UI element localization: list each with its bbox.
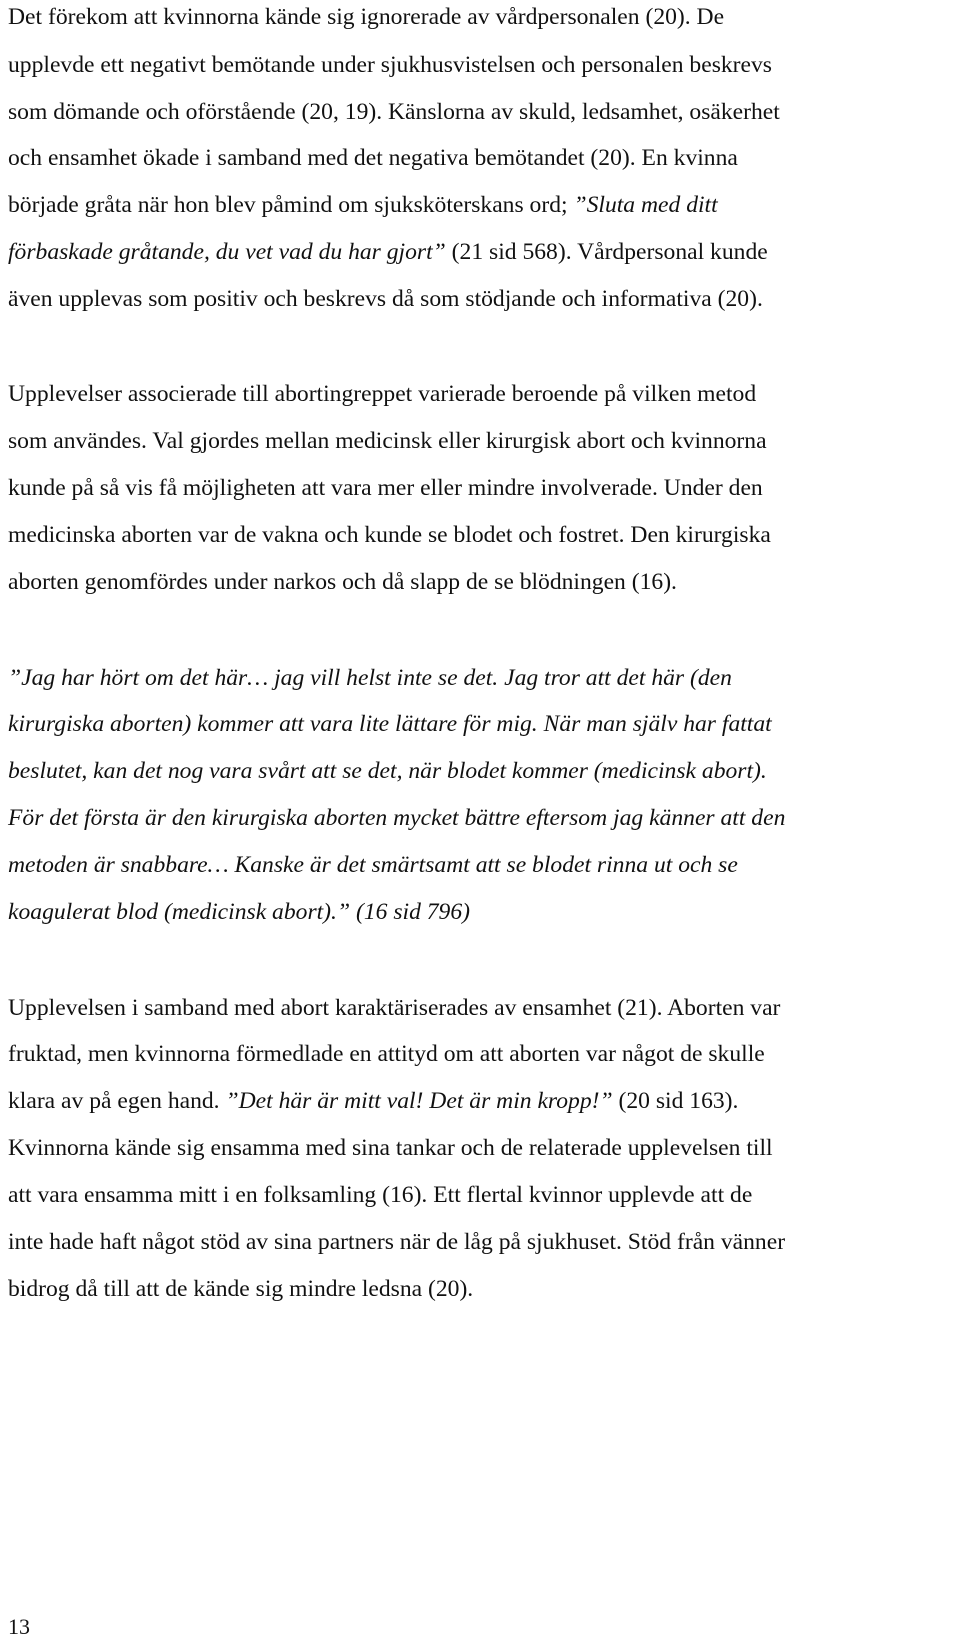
quote-line bbox=[8, 709, 772, 739]
quote-line bbox=[8, 850, 738, 880]
citation: (20 sid 163). bbox=[612, 1088, 739, 1114]
paragraph-line: Upplevelser associerade till abortingreppet varierade beroende på vilken metod bbox=[8, 381, 757, 407]
citation: (16 sid 796) bbox=[350, 899, 471, 925]
paragraph-line bbox=[8, 143, 738, 173]
paragraph-line bbox=[8, 190, 718, 220]
quote-line bbox=[8, 897, 470, 927]
paragraph-line bbox=[8, 1086, 738, 1116]
paragraph-line: inte hade haft något stöd av sina partners när de låg på sjukhuset. Stöd från vänner bbox=[8, 1229, 786, 1255]
paragraph-line: som användes. Val gjordes mellan medicinsk eller kirurgisk abort och kvinnorna bbox=[8, 428, 767, 454]
page-number: 13 bbox=[8, 1614, 30, 1639]
inline-quote: ”Det här är mitt val! Det är min kropp!” bbox=[219, 1088, 613, 1114]
paragraph-line: Det förekom att kvinnorna kände sig ignorerade av vårdpersonalen (20). De bbox=[8, 4, 725, 30]
quote-text: beslutet, kan det nog vara svårt att se det, när blodet kommer (medicinsk abort). bbox=[8, 758, 767, 784]
paragraph-line: kunde på så vis få möjligheten att vara mer eller mindre involverade. Under den bbox=[8, 475, 763, 501]
paragraph-line: aborten genomfördes under narkos och då slapp de se blödningen (16). bbox=[8, 569, 677, 595]
paragraph-line bbox=[8, 237, 768, 267]
quote-text: kirurgiska aborten) kommer att vara lite lättare för mig. När man själv har fattat bbox=[8, 711, 772, 737]
quote-line bbox=[8, 803, 785, 833]
paragraph-line: Kvinnorna kände sig ensamma med sina tankar och de relaterade upplevelsen till bbox=[8, 1135, 773, 1161]
paragraph-line: även upplevas som positiv och beskrevs då som stödjande och informativa (20). bbox=[8, 286, 763, 312]
text-span: Vårdpersonal kunde bbox=[571, 239, 768, 265]
paragraph-line: som dömande och oförstående (20, 19). Känslorna av skuld, ledsamhet, osäkerhet bbox=[8, 99, 780, 125]
text-span: klara av på egen hand. bbox=[8, 1088, 220, 1114]
quote-text: koagulerat blod (medicinsk abort).” bbox=[8, 899, 351, 925]
quote-text: metoden är snabbare… Kanske är det smärtsamt att se blodet rinna ut och se bbox=[8, 852, 738, 878]
paragraph-line: att vara ensamma mitt i en folksamling (16). Ett flertal kvinnor upplevde att de bbox=[8, 1182, 753, 1208]
paragraph-line: bidrog då till att de kände sig mindre ledsna (20). bbox=[8, 1276, 474, 1302]
paragraph-line: Upplevelsen i samband med abort karaktäriserades av ensamhet (21). Aborten var bbox=[8, 995, 781, 1021]
paragraph-line: medicinska aborten var de vakna och kunde se blodet och fostret. Den kirurgiska bbox=[8, 522, 771, 548]
text-span: En kvinna bbox=[635, 145, 738, 171]
text-span: började gråta när hon blev påmind om sjuksköterskans ord; bbox=[8, 192, 568, 218]
quote-line bbox=[8, 756, 767, 786]
inline-quote: förbaskade gråtande, du vet vad du har gjort” bbox=[8, 239, 446, 265]
citation: (21 sid 568). bbox=[445, 239, 572, 265]
paragraph-line: fruktad, men kvinnorna förmedlade en attityd om att aborten var något de skulle bbox=[8, 1041, 765, 1067]
text-span: och ensamhet ökade i samband med det negativa bemötandet (20). bbox=[8, 145, 636, 171]
inline-quote: ”Sluta med ditt bbox=[567, 192, 718, 218]
quote-text: ”Jag har hört om det här… jag vill helst inte se det. Jag tror att det här (den bbox=[8, 665, 732, 691]
quote-text: För det första är den kirurgiska aborten mycket bättre eftersom jag känner att den bbox=[8, 805, 786, 831]
quote-line bbox=[8, 663, 732, 693]
paragraph-line: upplevde ett negativt bemötande under sjukhusvistelsen och personalen beskrevs bbox=[8, 52, 772, 78]
